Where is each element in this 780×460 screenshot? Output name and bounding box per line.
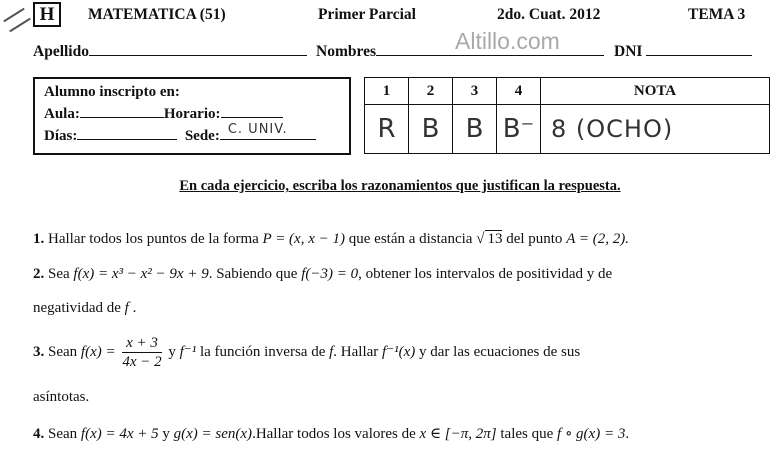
exercise-3-math-f: f(x) = <box>80 343 116 360</box>
student-info-box <box>33 77 351 155</box>
course-title: MATEMATICA (51) <box>88 6 226 23</box>
section-letter-box: H <box>33 2 61 27</box>
exercise-2-number: 2. <box>33 266 45 282</box>
margin-mark <box>3 8 24 22</box>
fraction-numerator: x + 3 <box>122 334 161 353</box>
period-label: 2do. Cuat. 2012 <box>497 6 601 23</box>
dni-field[interactable] <box>614 42 752 61</box>
exercise-1 <box>33 230 629 248</box>
exercise-4-text: Sean <box>48 426 78 442</box>
exercise-3-text: . Hallar <box>333 343 379 360</box>
nombres-label: Nombres <box>316 43 376 60</box>
grade-mark-4: B⁻ <box>497 105 541 154</box>
exercise-2-text: . Sabiendo que <box>208 266 298 282</box>
apellido-field[interactable] <box>33 42 307 61</box>
exercise-3-cont <box>33 389 89 406</box>
exercise-4-text: . <box>625 426 630 442</box>
grade-mark-3: B <box>453 105 497 154</box>
exercise-1-math-point: P = (x, x − 1) <box>262 231 345 247</box>
exam-title: Primer Parcial <box>318 6 416 23</box>
exercise-3 <box>33 334 580 371</box>
dni-line[interactable] <box>646 42 752 56</box>
exercise-3-text: y <box>168 343 176 360</box>
dni-label: DNI <box>614 43 643 60</box>
exercise-4-text: tales que <box>500 426 554 442</box>
aula-label: Aula: <box>44 106 80 122</box>
grade-header-3: 3 <box>453 78 497 105</box>
instructions: En cada ejercicio, escriba los razonamientos que justifican la respuesta. <box>179 178 621 194</box>
exercise-2-text: Sea <box>48 266 70 282</box>
grade-header-1: 1 <box>365 78 409 105</box>
exercise-4-math-interval: x ∈ [−π, 2π] <box>419 426 497 442</box>
sqrt-symbol: √ <box>476 231 485 247</box>
exercise-3-number: 3. <box>33 343 45 360</box>
margin-mark <box>9 18 30 32</box>
horario-line[interactable] <box>221 104 283 118</box>
exercise-2-text: . <box>132 300 137 316</box>
grade-mark-1: R <box>365 105 409 154</box>
exercise-4-math-composition: f ∘ g(x) = 3 <box>557 426 626 442</box>
grade-header-2: 2 <box>409 78 453 105</box>
horario-label: Horario: <box>163 106 221 122</box>
aula-horario-row <box>44 104 283 123</box>
exercise-2-text: negatividad de <box>33 300 121 316</box>
grade-header-nota: NOTA <box>541 78 770 105</box>
grade-mark-2: B <box>409 105 453 154</box>
grades-marks-row <box>365 105 770 154</box>
dias-line[interactable] <box>77 126 177 140</box>
exercise-1-text: Hallar todos los puntos de la forma <box>48 231 259 247</box>
exercise-1-number: 1. <box>33 231 45 247</box>
grade-header-4: 4 <box>497 78 541 105</box>
exercise-3-math-finv: f⁻¹ <box>179 343 197 360</box>
student-box-title: Alumno inscripto en: <box>44 84 180 100</box>
watermark: Altillo.com <box>455 28 560 54</box>
grade-mark-nota: 8 (OCHO) <box>541 105 770 154</box>
exercise-4-math-g: g(x) = sen(x) <box>173 426 253 442</box>
apellido-label: Apellido <box>33 43 89 60</box>
exercise-3-math-finv-x: f⁻¹(x) <box>382 343 416 360</box>
exercise-2-math-root: f(−3) = 0 <box>301 266 359 282</box>
exercise-4-number: 4. <box>33 426 45 442</box>
exercise-2-cont <box>33 300 136 317</box>
exercise-3-fraction <box>122 334 161 371</box>
exercise-4-text: y <box>162 426 170 442</box>
grades-header-row <box>365 78 770 105</box>
grades-table <box>364 77 770 154</box>
exercise-3-math-f: f <box>329 343 334 360</box>
exercise-2 <box>33 266 612 283</box>
exercise-1-text: del punto <box>506 231 563 247</box>
exercise-2-math-f: f <box>124 300 129 316</box>
sede-handwritten: C. UNIV. <box>227 122 288 137</box>
tema-label: TEMA 3 <box>688 6 746 23</box>
exercise-2-text: , obtener los intervalos de positividad y de <box>358 266 613 282</box>
exercise-2-math-f: f(x) = x³ − x² − 9x + 9 <box>73 266 209 282</box>
dias-sede-row <box>44 122 316 145</box>
exercise-1-sqrt-value: 13 <box>487 231 503 247</box>
sede-label: Sede: <box>184 128 220 144</box>
sede-line[interactable] <box>220 122 316 140</box>
exercise-4 <box>33 424 629 443</box>
dias-label: Días: <box>44 128 78 144</box>
exercise-1-text: que están a distancia <box>348 231 473 247</box>
fraction-denominator: 4x − 2 <box>122 354 162 370</box>
exercise-4-text: .Hallar todos los valores de <box>252 426 416 442</box>
exercise-3-text: la función inversa de <box>199 343 326 360</box>
exercise-3-text: y dar las ecuaciones de sus <box>419 343 581 360</box>
exercise-3-text: asíntotas. <box>33 389 90 405</box>
exercise-4-math-f: f(x) = 4x + 5 <box>80 426 159 442</box>
aula-line[interactable] <box>80 104 164 118</box>
exercise-1-math-a: A = (2, 2). <box>566 231 629 247</box>
exercise-3-text: Sean <box>48 343 78 360</box>
apellido-line[interactable] <box>89 42 307 56</box>
